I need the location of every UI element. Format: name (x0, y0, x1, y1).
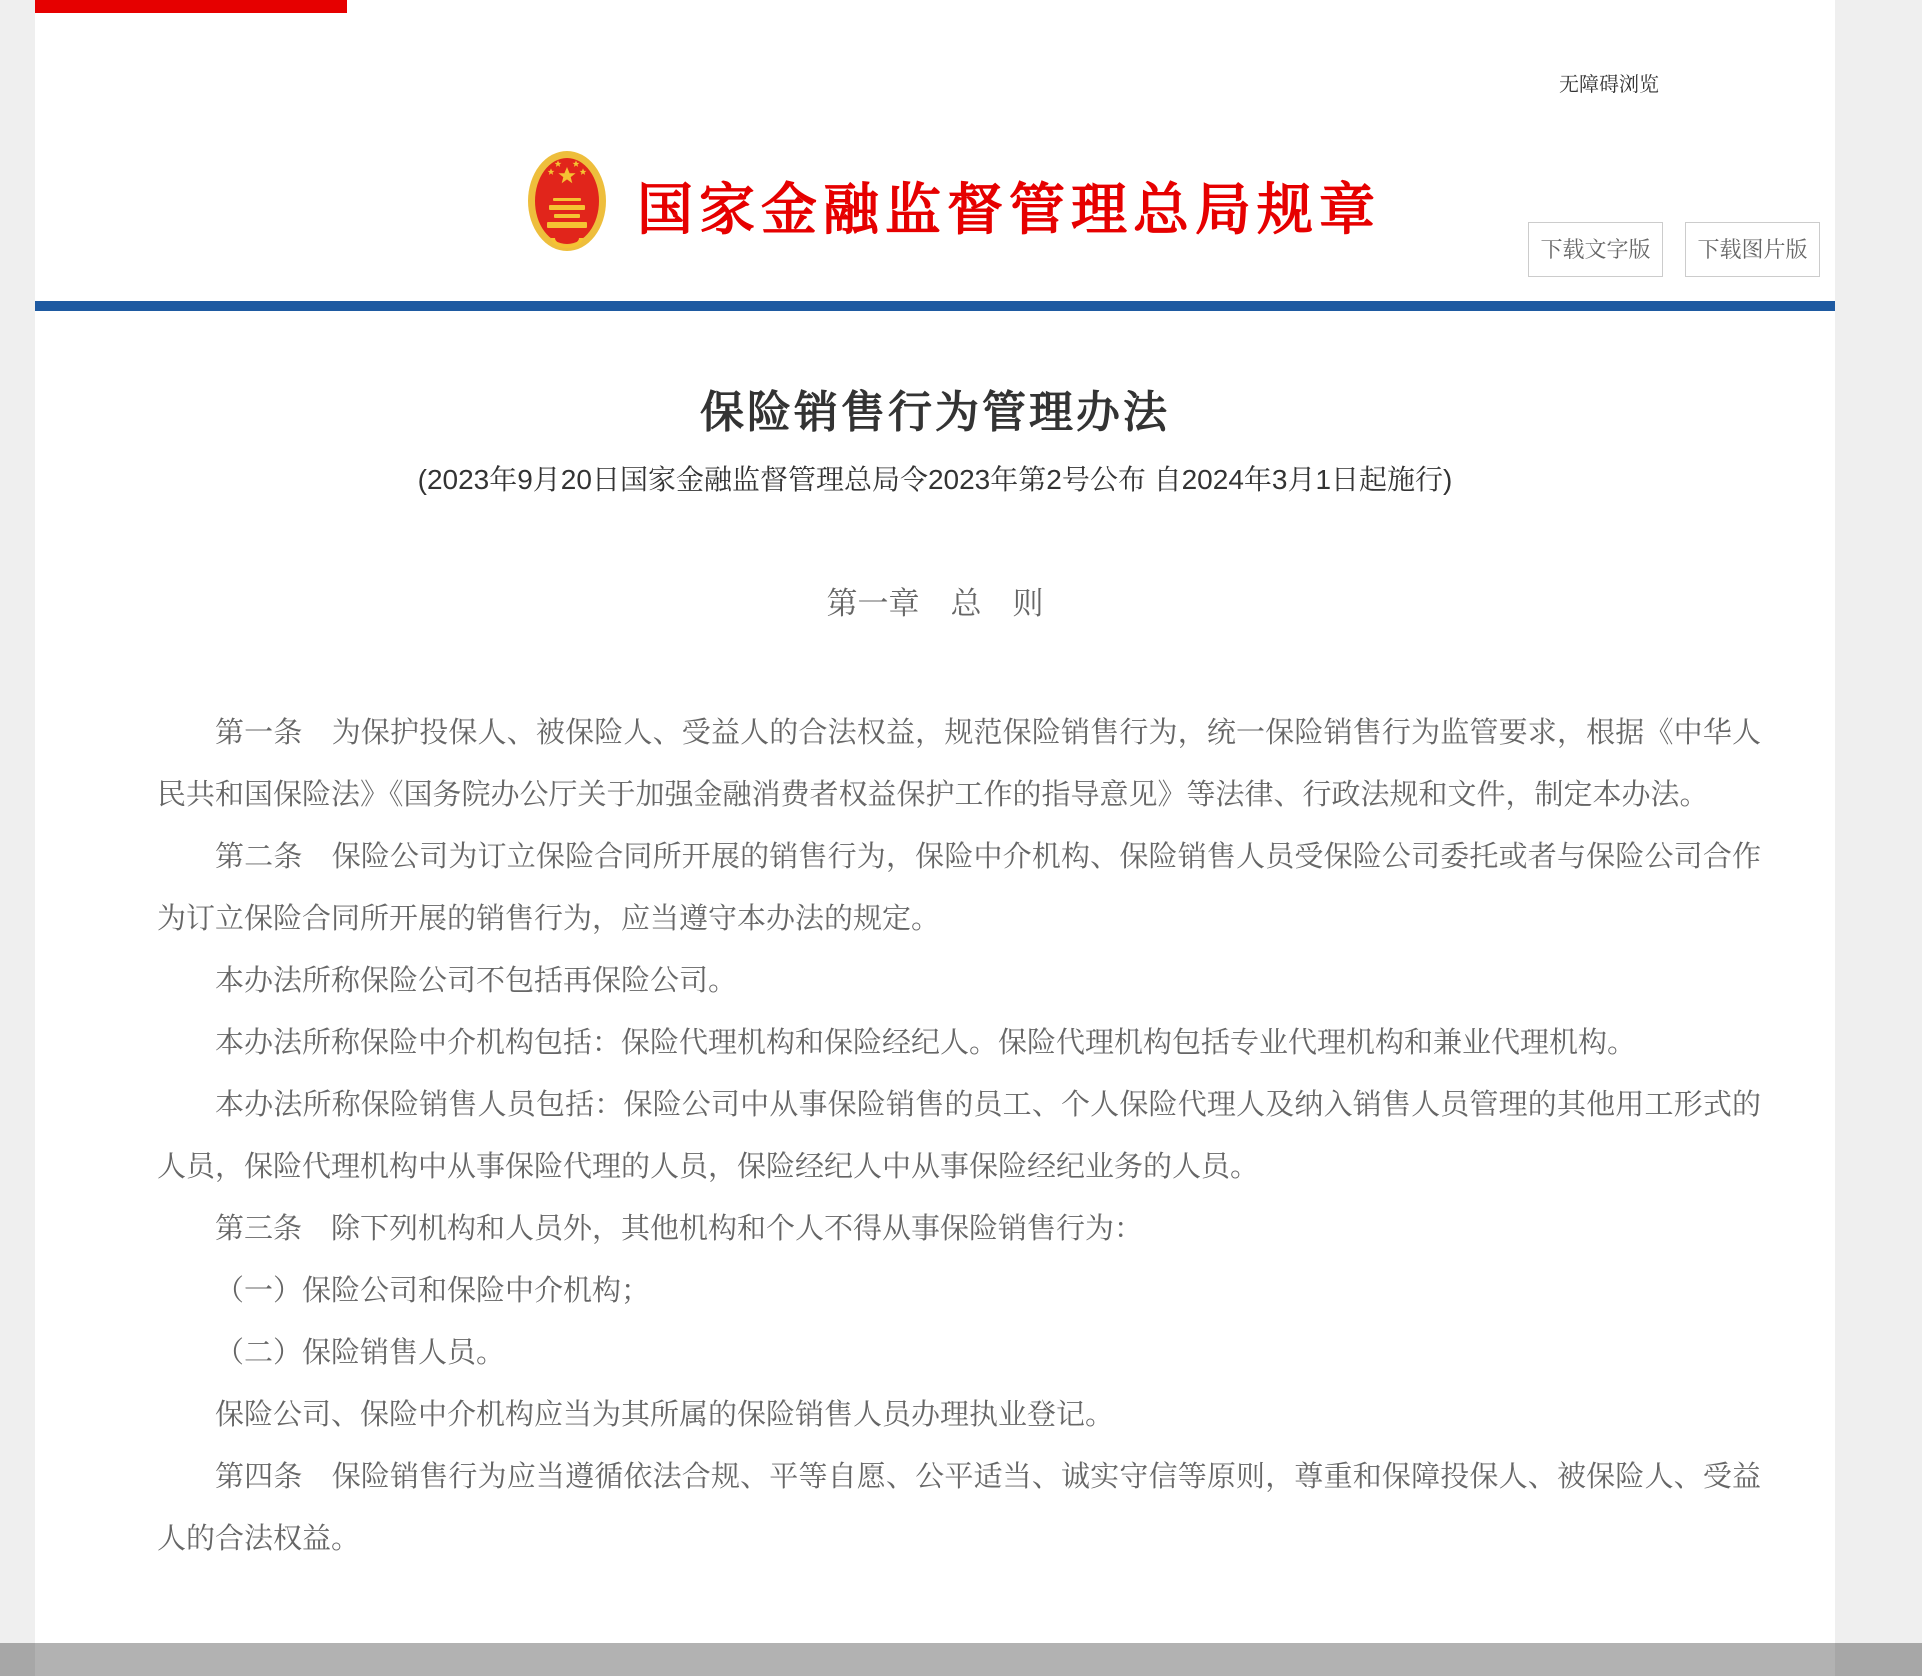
top-red-strip (35, 0, 347, 13)
paragraph: 本办法所称保险中介机构包括：保险代理机构和保险经纪人。保险代理机构包括专业代理机构和兼业代理机构。 (215, 1027, 1637, 1059)
site-title: 国家金融监督管理总局规章 (637, 178, 1381, 241)
paragraph: （二）保险销售人员。 (215, 1337, 506, 1369)
chapter-heading: 第一章 总 则 (826, 586, 1044, 621)
document-title: 保险销售行为管理办法 (700, 388, 1170, 437)
paragraph: 第二条 保险公司为订立保险合同所开展的销售行为，保险中介机构、保险销售人员受保险公司委托或者与保险公司合作为订立保险合同所开展的销售行为，应当遵守本办法的规定。 (157, 841, 1761, 935)
paragraph: 第一条 为保护投保人、被保险人、受益人的合法权益，规范保险销售行为，统一保险销售行为监管要求，根据《中华人民共和国保险法》《国务院办公厅关于加强金融消费者权益保护工作的指导意见》等法律、行政法规和文件，制定本办法。 (157, 717, 1761, 811)
paragraph: 第四条 保险销售行为应当遵循依法合规、平等自愿、公平适当、诚实守信等原则，尊重和保障投保人、被保险人、受益人的合法权益。 (157, 1461, 1761, 1555)
download-text-button[interactable]: 下载文字版 (1528, 222, 1663, 277)
paragraph: 保险公司、保险中介机构应当为其所属的保险销售人员办理执业登记。 (215, 1399, 1115, 1431)
download-image-button[interactable]: 下载图片版 (1685, 222, 1820, 277)
paragraph: （一）保险公司和保险中介机构； (215, 1275, 651, 1307)
paragraph: 第三条 除下列机构和人员外，其他机构和个人不得从事保险销售行为： (215, 1213, 1144, 1245)
national-emblem-icon (527, 150, 607, 252)
accessibility-browse-link[interactable]: 无障碍浏览 (1559, 74, 1659, 96)
header-divider-bar (35, 301, 1835, 311)
paragraph: 本办法所称保险公司不包括再保险公司。 (215, 965, 738, 997)
paragraph: 本办法所称保险销售人员包括：保险公司中从事保险销售的员工、个人保险代理人及纳入销售人员管理的其他用工形式的人员，保险代理机构中从事保险代理的人员，保险经纪人中从事保险经纪业务的人员。 (157, 1089, 1761, 1183)
bottom-gray-overlay (0, 1643, 1922, 1676)
document-subtitle: (2023年9月20日国家金融监督管理总局令2023年第2号公布 自2024年3月1日起施行) (417, 464, 1453, 495)
content-page (35, 0, 1835, 1676)
document-body (157, 702, 1761, 1570)
